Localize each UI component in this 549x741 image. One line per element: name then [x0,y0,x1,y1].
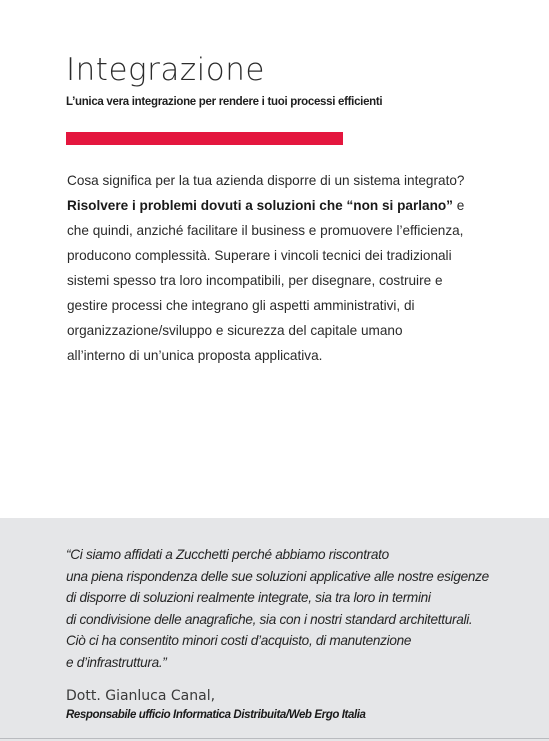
paragraph-line: gestire processi che integrano gli aspetti amministrativi, di [67,298,415,313]
bottom-divider [0,738,549,739]
highlighted-statement: Risolvere i problemi dovuti a soluzioni che “non si parlano” [67,198,453,213]
paragraph-line: organizzazione/sviluppo e sicurezza del capitale umano [67,323,403,338]
paragraph-line: Cosa significa per la tua azienda disporre di un sistema integrato? [67,173,465,188]
quote-line: di condivisione delle anagrafiche, sia con i nostri standard architetturali. [66,611,473,627]
intro-paragraph [67,168,507,368]
paragraph-line: producono complessità. Superare i vincoli tecnici dei tradizionali [67,248,452,263]
paragraph-line: sistemi spesso tra loro incompatibili, per disegnare, costruire e [67,273,443,288]
page-subtitle: L’unica vera integrazione per rendere i tuoi processi efficienti [66,96,383,108]
testimonial-author-name: Dott. Gianluca Canal, [66,688,216,704]
paragraph-line [67,193,507,218]
paragraph-line: che quindi, anziché facilitare il business e promuovere l’efficienza, [67,223,464,238]
quote-line: di disporre di soluzioni realmente integrate, sia tra loro in termini [66,590,431,605]
quote-line: e d’infrastruttura.” [66,654,167,670]
quote-line: “Ci siamo affidati a Zucchetti perché abbiamo riscontrato [66,547,389,562]
paragraph-line: all’interno di un’unica proposta applicativa. [67,348,323,363]
testimonial-quote [66,544,489,673]
testimonial-author-role: Responsabile ufficio Informatica Distribuita/Web Ergo Italia [66,709,366,721]
quote-line: Ciò ci ha consentito minori costi d’acquisto, di manutenzione [66,633,412,648]
quote-line: una piena rispondenza delle sue soluzioni applicative alle nostre esigenze [66,568,489,584]
accent-bar [66,132,343,145]
page-title: Integrazione [66,52,265,88]
paragraph-fragment: e [452,198,465,213]
